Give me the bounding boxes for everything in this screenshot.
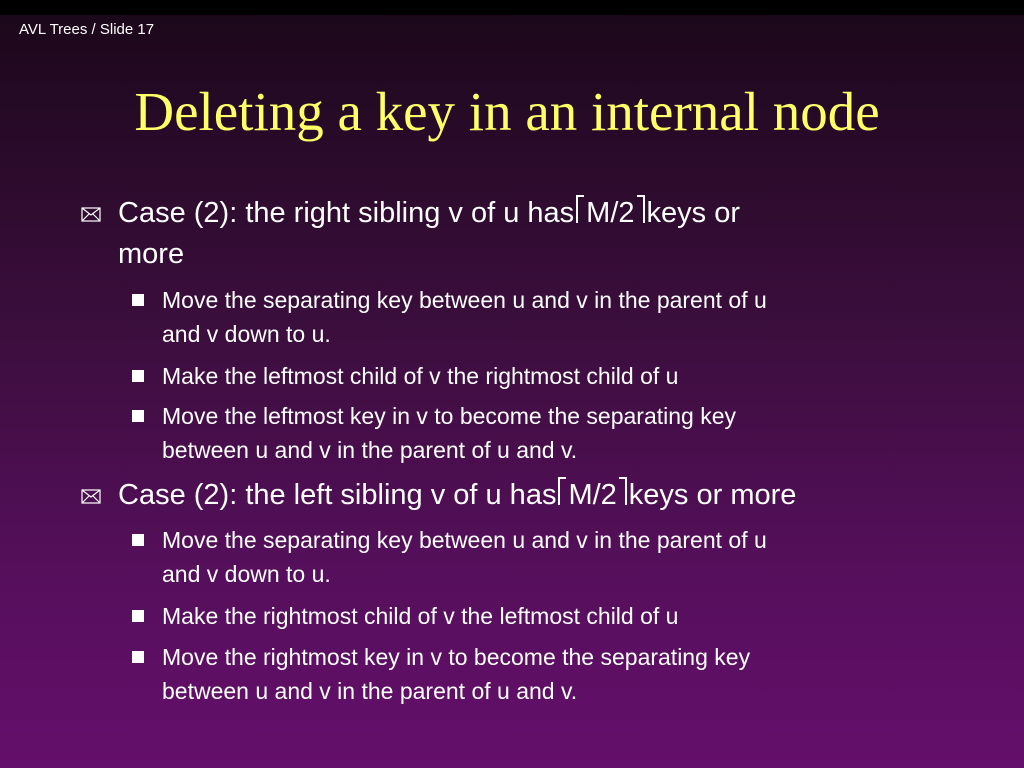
square-bullet-icon <box>132 370 144 382</box>
case-1-item-1-line-1: Move the separating key between u and v in the parent of u <box>162 287 767 313</box>
case-1-item-2: Make the leftmost child of v the rightmost child of u <box>162 363 679 389</box>
case-2-line-1 <box>118 475 948 516</box>
square-bullet-icon <box>132 651 144 663</box>
slide-title: Deleting a key in an internal node <box>134 81 880 142</box>
case-1-item-1-line-2: and v down to u. <box>162 321 331 347</box>
square-bullet-icon <box>132 410 144 422</box>
case-1-line-2: more <box>118 238 185 270</box>
ceiling-expression: M/2 <box>556 475 628 516</box>
ceiling-expression: M/2 <box>574 193 646 234</box>
square-bullet-icon <box>132 610 144 622</box>
case-1-prefix: Case (2): the right sibling v of u has <box>118 197 575 229</box>
case-2-item-1-line-2: and v down to u. <box>162 561 331 587</box>
case-2-prefix: Case (2): the left sibling v of u has <box>118 479 557 511</box>
square-bullet-icon <box>132 294 144 306</box>
case-2-item-1-line-1: Move the separating key between u and v in the parent of u <box>162 527 767 553</box>
case-2-item-3-line-1: Move the rightmost key in v to become the separating key <box>162 644 751 670</box>
slide-label: AVL Trees / Slide 17 <box>19 21 155 38</box>
case-1-suffix: keys or <box>646 197 740 229</box>
case-2-suffix: keys or more <box>628 479 797 511</box>
case-2-item-3-line-2: between u and v in the parent of u and v. <box>162 678 578 704</box>
envelope-icon <box>80 193 104 234</box>
case-2-item-2: Make the rightmost child of v the leftmost child of u <box>162 603 679 629</box>
square-bullet-icon <box>132 534 144 546</box>
case-1-line-1 <box>118 193 918 234</box>
case-1-item-3-line-1: Move the leftmost key in v to become the separating key <box>162 403 737 429</box>
envelope-icon <box>80 475 104 516</box>
case-1-item-3-line-2: between u and v in the parent of u and v. <box>162 437 578 463</box>
